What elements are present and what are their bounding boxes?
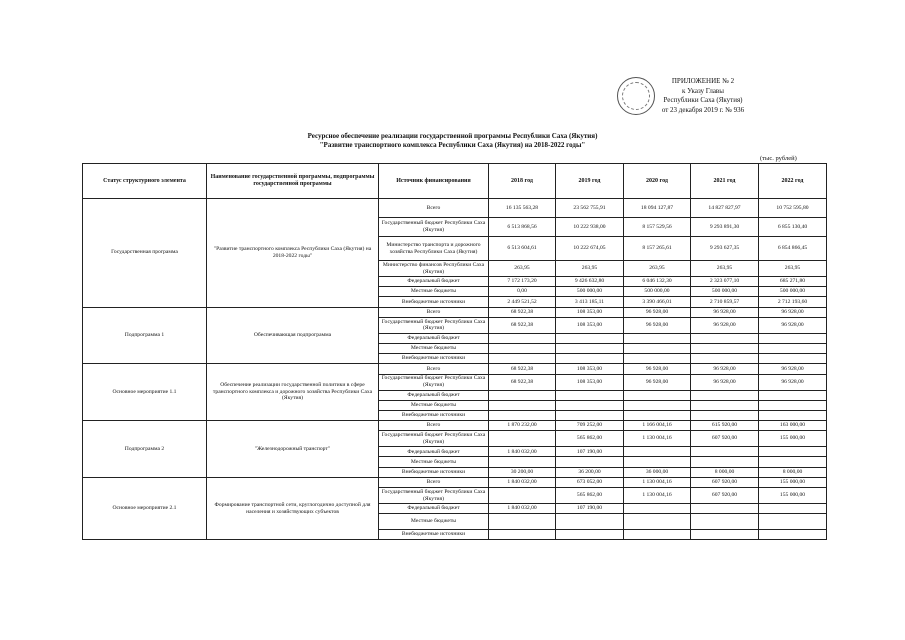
amount-cell-2022 [759,514,827,530]
amount-cell-2018: 68 922,38 [489,374,556,390]
amount-cell-2020: 3 390 466,01 [624,297,691,307]
amount-cell-2021 [691,390,759,400]
amount-cell-2019: 565 862,00 [556,431,624,447]
amount-cell-2021: 615 920,00 [691,421,759,431]
amount-cell-2019 [556,514,624,530]
amount-cell-2019 [556,410,624,420]
amount-cell-2018 [489,514,556,530]
table-row [83,421,827,431]
col-header-2022: 2022 год [759,164,827,199]
table-row [83,307,827,317]
amount-cell-2020: 18 094 127,87 [624,199,691,218]
amount-cell-2022 [759,390,827,400]
col-header-name: Наименование государственной программы, подпрограммы государственной программы [207,164,379,199]
amount-cell-2019: 10 222 938,00 [556,218,624,237]
funding-source-cell: Всего [379,199,489,218]
section-status-cell: Государственная программа [83,199,207,308]
col-header-status: Статус структурного элемента [83,164,207,199]
amount-cell-2021 [691,354,759,364]
amount-cell-2019 [556,333,624,343]
amount-cell-2019: 673 052,00 [556,477,624,487]
amount-cell-2020: 1 130 004,16 [624,488,691,504]
amount-cell-2021 [691,530,759,540]
amount-cell-2022 [759,504,827,514]
appendix-number: ПРИЛОЖЕНИЕ № 2 [671,77,735,85]
amount-cell-2020: 8 157 529,56 [624,218,691,237]
amount-cell-2020 [624,530,691,540]
amount-cell-2018: 7 172 173,20 [489,277,556,287]
amount-cell-2022 [759,333,827,343]
appendix-decree: к Указу Главы [682,86,724,95]
table-row [83,199,827,218]
units-label: (тыс. рублей) [760,155,797,162]
funding-source-cell: Федеральный бюджет [379,447,489,457]
section-name-cell: Обеспечивающая подпрограмма [207,307,379,364]
amount-cell-2018 [489,390,556,400]
amount-cell-2018: 68 922,38 [489,307,556,317]
funding-source-cell: Государственный бюджет Республики Саха (Якутия) [379,374,489,390]
amount-cell-2022: 500 000,00 [759,287,827,297]
funding-source-cell: Внебюджетные источники [379,297,489,307]
resource-table [82,163,827,540]
amount-cell-2018: 1 840 032,00 [489,504,556,514]
amount-cell-2020: 8 157 265,61 [624,237,691,261]
amount-cell-2018 [489,530,556,540]
appendix-republic: Республики Саха (Якутия) [663,96,743,104]
amount-cell-2019: 9 426 632,80 [556,277,624,287]
amount-cell-2018: 6 513 868,56 [489,218,556,237]
section-status-cell: Подпрограмма 2 [83,421,207,478]
amount-cell-2022: 685 271,80 [759,277,827,287]
section-name-cell: Формирование транспортной сети, круглогодично доступной для населения и хозяйствующих субъектов [207,477,379,540]
amount-cell-2019: 500 000,00 [556,287,624,297]
amount-cell-2019: 107 190,00 [556,447,624,457]
amount-cell-2020 [624,333,691,343]
amount-cell-2021: 96 928,00 [691,374,759,390]
amount-cell-2021 [691,514,759,530]
amount-cell-2022 [759,530,827,540]
amount-cell-2018 [489,354,556,364]
funding-source-cell: Федеральный бюджет [379,277,489,287]
amount-cell-2020 [624,343,691,353]
title-line-1: Ресурсное обеспечение реализации государственной программы Республики Саха (Якутия) [307,132,598,140]
amount-cell-2019: 23 562 755,91 [556,199,624,218]
amount-cell-2019 [556,343,624,353]
amount-cell-2020 [624,514,691,530]
amount-cell-2018 [489,333,556,343]
funding-source-cell: Внебюджетные источники [379,530,489,540]
amount-cell-2020: 96 928,00 [624,374,691,390]
amount-cell-2020 [624,504,691,514]
amount-cell-2019: 10 222 674,05 [556,237,624,261]
amount-cell-2021 [691,333,759,343]
amount-cell-2022: 163 000,00 [759,421,827,431]
amount-cell-2019: 263,95 [556,261,624,277]
amount-cell-2019 [556,354,624,364]
amount-cell-2020: 1 130 004,16 [624,431,691,447]
amount-cell-2018: 1 870 232,00 [489,421,556,431]
amount-cell-2018: 30 200,00 [489,467,556,477]
funding-source-cell: Министерство финансов Республики Саха (Якутия) [379,261,489,277]
amount-cell-2020: 96 928,00 [624,307,691,317]
amount-cell-2019 [556,457,624,467]
amount-cell-2018 [489,343,556,353]
amount-cell-2020: 1 166 004,16 [624,421,691,431]
amount-cell-2022: 155 000,00 [759,488,827,504]
section-name-cell: "Развитие транспортного комплекса Республики Саха (Якутия) на 2018-2022 годы" [207,199,379,308]
amount-cell-2022 [759,447,827,457]
amount-cell-2020 [624,447,691,457]
funding-source-cell: Местные бюджеты [379,457,489,467]
amount-cell-2021 [691,410,759,420]
appendix-date: от 23 декабря 2019 г. № 936 [661,105,745,114]
funding-source-cell: Федеральный бюджет [379,390,489,400]
section-name-cell: Обеспечение реализации государственной политики в сфере транспортного комплекса и дорожного хозяйства Республики Саха (Якутия) [207,364,379,421]
amount-cell-2019: 107 190,00 [556,504,624,514]
amount-cell-2022 [759,400,827,410]
funding-source-cell: Внебюджетные источники [379,354,489,364]
amount-cell-2022 [759,410,827,420]
funding-source-cell: Местные бюджеты [379,287,489,297]
amount-cell-2018 [489,488,556,504]
amount-cell-2019 [556,400,624,410]
amount-cell-2021: 96 928,00 [691,364,759,374]
amount-cell-2021 [691,504,759,514]
amount-cell-2018: 68 922,38 [489,364,556,374]
document-title [180,132,725,150]
amount-cell-2022 [759,354,827,364]
amount-cell-2022: 96 928,00 [759,374,827,390]
amount-cell-2019: 36 200,00 [556,467,624,477]
amount-cell-2018 [489,400,556,410]
amount-cell-2020 [624,457,691,467]
amount-cell-2019: 108 353,00 [556,307,624,317]
funding-source-cell: Государственный бюджет Республики Саха (Якутия) [379,317,489,333]
amount-cell-2021: 263,95 [691,261,759,277]
appendix-block [638,77,768,115]
amount-cell-2021 [691,457,759,467]
funding-source-cell: Федеральный бюджет [379,504,489,514]
amount-cell-2022: 155 000,00 [759,477,827,487]
amount-cell-2019 [556,530,624,540]
amount-cell-2021: 8 000,00 [691,467,759,477]
amount-cell-2018: 6 513 604,61 [489,237,556,261]
funding-source-cell: Всего [379,477,489,487]
amount-cell-2022: 96 928,00 [759,317,827,333]
amount-cell-2018: 1 840 032,00 [489,477,556,487]
amount-cell-2018: 263,95 [489,261,556,277]
amount-cell-2022: 96 928,00 [759,364,827,374]
amount-cell-2022: 8 000,00 [759,467,827,477]
col-header-2018: 2018 год [489,164,556,199]
amount-cell-2021: 607 920,00 [691,477,759,487]
amount-cell-2019: 108 353,00 [556,374,624,390]
funding-source-cell: Местные бюджеты [379,514,489,530]
amount-cell-2022: 2 712 193,60 [759,297,827,307]
title-line-2: "Развитие транспортного комплекса Республики Саха (Якутия) на 2018-2022 годы" [319,141,586,149]
col-header-2019: 2019 год [556,164,624,199]
amount-cell-2021: 2 323 077,10 [691,277,759,287]
amount-cell-2018: 0,00 [489,287,556,297]
amount-cell-2020: 36 000,00 [624,467,691,477]
section-name-cell: "Железнодорожный транспорт" [207,421,379,478]
amount-cell-2019 [556,390,624,400]
amount-cell-2020: 96 928,00 [624,317,691,333]
amount-cell-2021: 96 928,00 [691,317,759,333]
amount-cell-2021: 9 293 891,30 [691,218,759,237]
amount-cell-2022: 96 928,00 [759,307,827,317]
amount-cell-2022 [759,457,827,467]
amount-cell-2020: 1 130 004,16 [624,477,691,487]
funding-source-cell: Государственный бюджет Республики Саха (Якутия) [379,218,489,237]
amount-cell-2021: 9 293 627,35 [691,237,759,261]
funding-source-cell: Местные бюджеты [379,343,489,353]
amount-cell-2018 [489,431,556,447]
table-row [83,477,827,487]
amount-cell-2021: 96 928,00 [691,307,759,317]
amount-cell-2021 [691,447,759,457]
amount-cell-2022: 6 854 866,45 [759,237,827,261]
section-status-cell: Основное мероприятие 1.1 [83,364,207,421]
amount-cell-2018: 2 449 521,52 [489,297,556,307]
amount-cell-2022: 6 855 130,40 [759,218,827,237]
funding-source-cell: Федеральный бюджет [379,333,489,343]
section-status-cell: Основное мероприятие 2.1 [83,477,207,540]
funding-source-cell: Внебюджетные источники [379,467,489,477]
amount-cell-2020 [624,410,691,420]
funding-source-cell: Государственный бюджет Республики Саха (Якутия) [379,431,489,447]
amount-cell-2019: 108 353,00 [556,364,624,374]
amount-cell-2020: 6 046 132,30 [624,277,691,287]
amount-cell-2019: 565 862,00 [556,488,624,504]
amount-cell-2018 [489,457,556,467]
col-header-2021: 2021 год [691,164,759,199]
amount-cell-2021: 2 710 859,57 [691,297,759,307]
col-header-source: Источник финансирования [379,164,489,199]
amount-cell-2020: 263,95 [624,261,691,277]
amount-cell-2020: 96 928,00 [624,364,691,374]
funding-source-cell: Внебюджетные источники [379,410,489,420]
section-status-cell: Подпрограмма 1 [83,307,207,364]
funding-source-cell: Всего [379,307,489,317]
amount-cell-2022: 10 752 595,80 [759,199,827,218]
amount-cell-2019: 108 353,00 [556,317,624,333]
funding-source-cell: Всего [379,421,489,431]
amount-cell-2018: 16 135 563,28 [489,199,556,218]
funding-source-cell: Министерство транспорта и дорожного хозяйства Республики Саха (Якутия) [379,237,489,261]
amount-cell-2020: 500 000,00 [624,287,691,297]
funding-source-cell: Государственный бюджет Республики Саха (Якутия) [379,488,489,504]
amount-cell-2019: 709 252,00 [556,421,624,431]
amount-cell-2021 [691,400,759,410]
amount-cell-2022: 155 000,00 [759,431,827,447]
amount-cell-2021: 14 827 827,97 [691,199,759,218]
amount-cell-2021: 607 920,00 [691,431,759,447]
amount-cell-2019: 3 413 185,11 [556,297,624,307]
table-header-row [83,164,827,199]
amount-cell-2018 [489,410,556,420]
amount-cell-2021 [691,343,759,353]
table-row [83,364,827,374]
col-header-2020: 2020 год [624,164,691,199]
amount-cell-2020 [624,354,691,364]
amount-cell-2020 [624,400,691,410]
funding-source-cell: Всего [379,364,489,374]
amount-cell-2021: 607 920,00 [691,488,759,504]
funding-source-cell: Местные бюджеты [379,400,489,410]
amount-cell-2022 [759,343,827,353]
amount-cell-2022: 263,95 [759,261,827,277]
amount-cell-2021: 500 000,00 [691,287,759,297]
amount-cell-2018: 1 840 032,00 [489,447,556,457]
amount-cell-2018: 68 922,38 [489,317,556,333]
amount-cell-2020 [624,390,691,400]
